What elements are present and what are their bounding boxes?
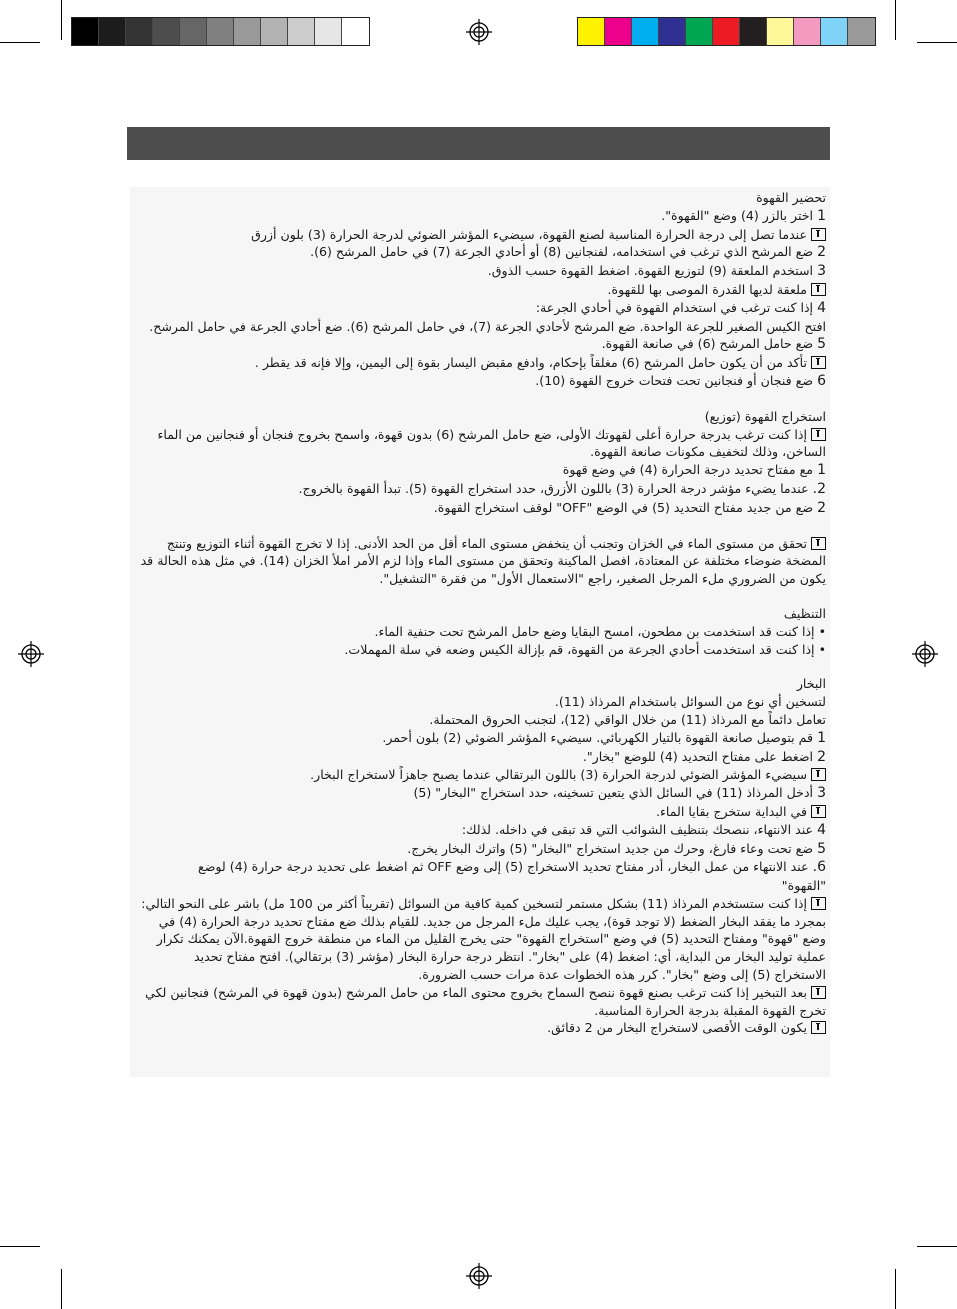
line-text: وضع "قهوة" ومفتاح التحديد (5) في وضع "استخراج القهوة" حتى يخرج القليل من الماء من منطقة خروج القهوة.الآن يمكنك تكرار: [156, 931, 826, 947]
text-line: [134, 966, 826, 984]
line-text: يكون الوقت الأقصى لاستخراج البخار من 2 دقائق.: [547, 1020, 807, 1036]
color-swatch: [578, 18, 605, 45]
line-text: مع مفتاح تحديد درجة الحرارة (4) في وضع قهوة: [562, 462, 814, 478]
line-text: إذا كنت ترغب بدرجة حرارة أعلى لقهوتك الأولى، ضع حامل المرشح (6) بدون قهوة، واسمح بخروج فنجان أو فنجانين من الماء: [157, 426, 807, 442]
crop-mark: [61, 1269, 62, 1309]
section-title: استخراج القهوة (توزيع): [704, 408, 826, 424]
registration-mark-icon: [466, 19, 492, 45]
step-number: 3: [817, 785, 826, 802]
registration-mark-icon: [912, 641, 938, 667]
line-text: استخدم الملعقة (9) لتوزيع القهوة. اضغط القهوة حسب الذوق.: [487, 263, 814, 279]
color-swatch: [848, 18, 875, 45]
numbered-step: [134, 748, 826, 767]
color-swatch: [315, 18, 342, 45]
step-number: 3: [817, 263, 826, 280]
line-text: إذا كنت ترغب في استخدام القهوة في أحادي الجرعة:: [535, 299, 814, 315]
instruction-section: [134, 675, 826, 1037]
line-text: افتح الكيس الصغير للجرعة الواحدة. ضع المرشح لأحادي الجرعة (7)، في حامل المرشح (6). ضع أحادي الجرعة في حامل المرشح.: [149, 318, 826, 334]
crop-mark: [917, 42, 957, 43]
line-text: في البداية ستخرج بقايا الماء.: [655, 803, 807, 819]
line-text: اختر بالزر (4) وضع "القهوة".: [661, 207, 814, 223]
color-swatch: [234, 18, 261, 45]
info-icon: [811, 805, 826, 818]
numbered-step: [134, 207, 826, 226]
text-line: [134, 711, 826, 729]
step-number: 6.: [812, 859, 826, 876]
section-title: تحضير القهوة: [756, 190, 826, 205]
color-swatch: [153, 18, 180, 45]
text-line: [134, 552, 826, 570]
line-text: عندما يضيء مؤشر درجة الحرارة (3) باللون الأزرق، حدد استخراج القهوة (5). تبدأ القهوة بالخروج.: [298, 480, 809, 496]
line-text: المضخة ضوضاء مختلفة عن المعتادة، افصل الماكينة وتحقق من مستوى الماء وإذا لزم الأمر املأ الخزان (14). في مثل هذه الحالة قد: [140, 553, 826, 569]
color-swatch: [686, 18, 713, 45]
info-note: [134, 1019, 826, 1037]
step-number: 2: [817, 499, 826, 516]
step-number: 6: [817, 372, 826, 389]
info-note: [134, 354, 826, 372]
text-line: [134, 318, 826, 336]
info-note: [134, 803, 826, 821]
section-title: البخار: [796, 676, 826, 692]
line-text: عندما تصل إلى درجة الحرارة المناسبة لصنع القهوة، سيضيء المؤشر الضوئي لدرجة الحرارة (3) بلون أزرق: [251, 226, 807, 242]
line-text: "القهوة": [781, 878, 826, 894]
numbered-step: [134, 729, 826, 748]
line-text: أدخل المرذاذ (11) في السائل الذي يتعين تسخينه، حدد استخراج "البخار" (5): [413, 785, 814, 801]
instruction-section: [134, 605, 826, 658]
color-swatch: [207, 18, 234, 45]
step-number: 4: [817, 821, 826, 838]
numbered-step: [134, 262, 826, 281]
info-note: [134, 226, 826, 244]
color-swatch: [794, 18, 821, 45]
numbered-step: [134, 372, 826, 391]
info-icon: [811, 897, 826, 910]
line-text: بمجرد ما يفقد البخار الضغط (لا توجد قوة)، يجب عليك ملء المرجل من جديد. للقيام بذلك ضع مفتاح تحديد درجة الحرارة (4) في: [158, 913, 826, 929]
line-text: ضع المرشح الذي ترغب في استخدامه، لفنجانين (8) أو أحادي الجرعة (7) في حامل المرشح (6).: [310, 244, 814, 260]
line-text: تخرج القهوة المقبلة بدرجة الحرارة المناسبة.: [594, 1002, 826, 1018]
section-title: التنظيف: [783, 605, 826, 621]
text-line: [134, 1002, 826, 1020]
line-text: تأكد من أن يكون حامل المرشح (6) مغلقاً بإحكام، وادفع مقبض اليسار بقوة إلى اليمين، وإلا فإنه قد يقطر .: [254, 355, 807, 371]
registration-mark-icon: [18, 641, 44, 667]
instruction-section: [134, 189, 826, 391]
line-text: ضع فنجان أو فنجانين تحت فتحات خروج القهوة (10).: [535, 372, 814, 388]
line-text: ملعقة لديها القدرة الموصى بها للقهوة.: [607, 281, 807, 297]
line-text: قم بتوصيل صانعة القهوة بالتيار الكهربائي. سيضيء المؤشر الضوئي (2) بلون أحمر.: [382, 729, 814, 745]
numbered-step: [134, 335, 826, 354]
crop-mark: [0, 42, 40, 43]
color-swatch: [99, 18, 126, 45]
numbered-step: [134, 243, 826, 262]
info-note: [134, 426, 826, 444]
info-icon: [811, 537, 826, 550]
step-number: 1: [817, 729, 826, 746]
step-number: 1: [817, 207, 826, 224]
info-note: [134, 535, 826, 553]
gray-color-bar: [71, 17, 370, 46]
numbered-step: [134, 480, 826, 499]
line-text: الساخن، وذلك لتخفيف مكونات صانعة القهوة.: [590, 444, 826, 460]
info-icon: [811, 768, 826, 781]
line-text: تعامل دائماً مع المرذاذ (11) من خلال الواقي (12)، لتجنب الحروق المحتملة.: [429, 711, 826, 727]
bullet-item: [134, 623, 826, 641]
color-swatch: [767, 18, 794, 45]
line-text: الاستخراج (5) إلى وضع "بخار". كرر هذه الخطوات عدة مرات حسب الضرورة.: [418, 967, 826, 983]
line-text: ضع حامل المرشح (6) في صانعة القهوة.: [601, 336, 814, 352]
info-note: [134, 766, 826, 784]
step-number: 2.: [812, 480, 826, 497]
numbered-step: [134, 499, 826, 518]
color-swatch: [126, 18, 153, 45]
info-icon: [811, 986, 826, 999]
info-icon: [811, 283, 826, 296]
numbered-step: [134, 858, 826, 877]
line-text: لتسخين أي نوع من السوائل باستخدام المرذاذ (11).: [554, 694, 826, 710]
line-text: إذا كنت قد استخدمت أحادي الجرعة من القهوة، قم بإزالة الكيس وضعه في سلة المهملات.: [344, 641, 815, 657]
numbered-step: [134, 461, 826, 480]
crop-mark: [61, 0, 62, 40]
text-line: [134, 913, 826, 931]
text-line: [134, 948, 826, 966]
step-number: 5: [817, 840, 826, 857]
section-header-bar: [127, 127, 830, 160]
info-icon: [811, 228, 826, 241]
numbered-step: [134, 821, 826, 840]
crop-mark: [0, 1246, 40, 1247]
instruction-section: [134, 408, 826, 518]
bullet-icon: •: [814, 623, 826, 639]
color-swatch: [713, 18, 740, 45]
color-swatch: [288, 18, 315, 45]
line-text: إذا كنت قد استخدمت بن مطحون، امسح البقايا وضع حامل المرشح تحت حنفية الماء.: [374, 623, 815, 639]
numbered-step: [134, 299, 826, 318]
color-swatch: [342, 18, 369, 45]
color-swatch: [180, 18, 207, 45]
instructions-body: [130, 187, 830, 1077]
crop-mark: [917, 1246, 957, 1247]
process-color-bar: [577, 17, 876, 46]
instruction-section: [134, 535, 826, 588]
step-number: 1: [817, 462, 826, 479]
color-swatch: [605, 18, 632, 45]
info-note: [134, 984, 826, 1002]
text-line: [134, 570, 826, 588]
line-text: اضغط على مفتاح التحديد (4) للوضع "بخار".: [582, 748, 814, 764]
color-swatch: [740, 18, 767, 45]
line-text: تحقق من مستوى الماء في الخزان وتجنب أن ينخفض مستوى الماء أقل من الحد الأدنى. إذا لا تخرج القهوة أثناء التوزيع وتنتج: [166, 535, 807, 551]
text-line: [134, 930, 826, 948]
bullet-icon: •: [814, 641, 826, 657]
line-text: عند الانتهاء من عمل البخار، أدر مفتاح تحديد الاستخراج (5) إلى وضع OFF ثم اضغط على تحديد درجة حرارة (4) لوضع: [198, 859, 809, 875]
step-number: 2: [817, 244, 826, 261]
line-text: إذا كنت ستستخدم المرذاذ (11) بشكل مستمر لتسخين كمية كافية من السوائل (تقريباً أكثر من 100 مل) باشر على النحو التالي:: [141, 895, 807, 911]
crop-mark: [895, 0, 896, 40]
color-swatch: [261, 18, 288, 45]
step-number: 2: [817, 748, 826, 765]
text-line: [134, 443, 826, 461]
info-note: [134, 281, 826, 299]
line-text: عند الانتهاء، ننصحك بتنظيف الشوائب التي قد تبقى في داخله. لذلك:: [461, 821, 814, 837]
numbered-step: [134, 840, 826, 859]
line-text: سيضيء المؤشر الضوئي لدرجة الحرارة (3) باللون البرتقالي عندما يصبح جاهزاً لاستخراج البخار.: [310, 767, 807, 783]
numbered-step: [134, 784, 826, 803]
line-text: ضع من جديد مفتاح التحديد (5) في الوضع "OFF" لوقف استخراج القهوة.: [433, 499, 814, 515]
line-text: عملية توليد البخار من البداية، أي: اضغط (4) على "بخار". انتظر درجة حرارة البخار (مؤشر (3) برتقالي). افتح مفتاح تحديد: [194, 949, 826, 965]
color-swatch: [659, 18, 686, 45]
bullet-item: [134, 641, 826, 659]
step-number: 4: [817, 299, 826, 316]
line-text: ضع تحت وعاء فارغ، وحرك من جديد استخراج "البخار" (5) واترك البخار يخرج.: [407, 840, 814, 856]
text-line: [134, 693, 826, 711]
info-icon: [811, 428, 826, 441]
text-line: [134, 877, 826, 895]
info-note: [134, 895, 826, 913]
color-swatch: [821, 18, 848, 45]
info-icon: [811, 1021, 826, 1034]
color-swatch: [632, 18, 659, 45]
info-icon: [811, 356, 826, 369]
step-number: 5: [817, 336, 826, 353]
line-text: يكون من الضروري ملء المرجل الصغير، راجع "الاستعمال الأول" من فقرة "التشغيل".: [379, 571, 826, 587]
registration-mark-icon: [466, 1263, 492, 1289]
crop-mark: [895, 1269, 896, 1309]
line-text: بعد التبخير إذا كنت ترغب بصنع قهوة ننصح السماح بخروج محتوى الماء من حامل المرشح (بدون قهوة في المرشح) فنجانين لكي: [145, 984, 807, 1000]
color-swatch: [72, 18, 99, 45]
